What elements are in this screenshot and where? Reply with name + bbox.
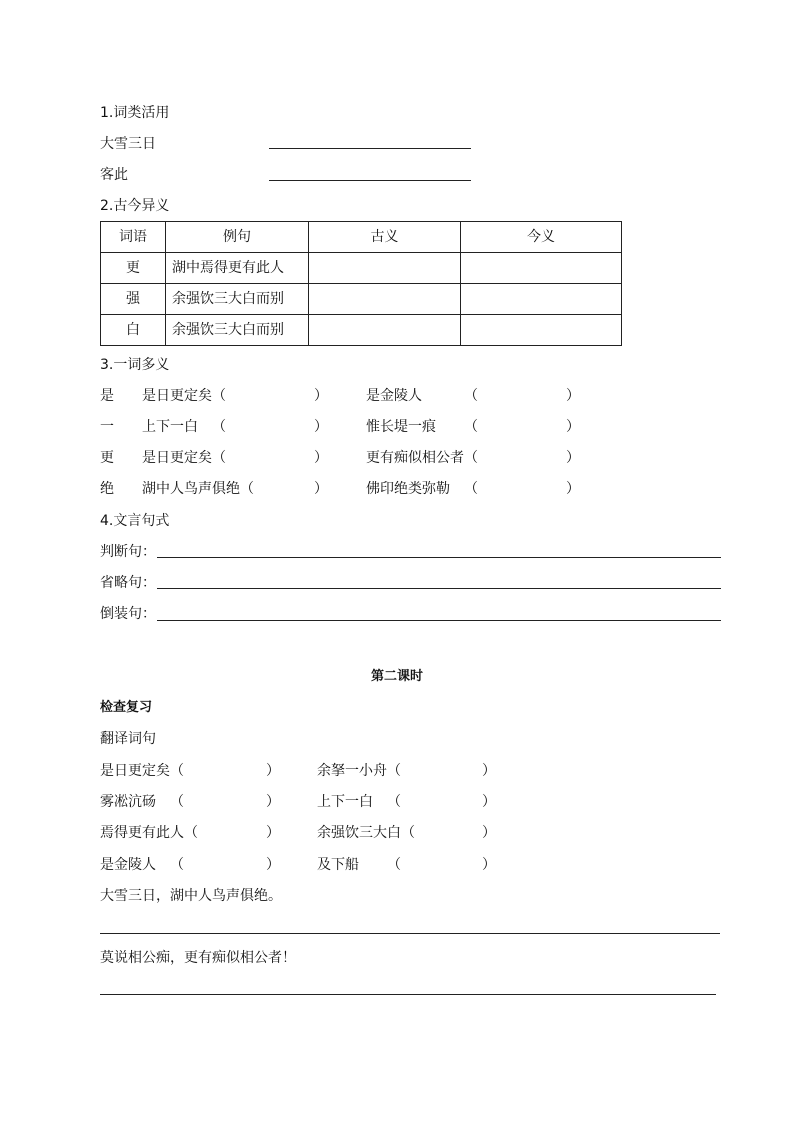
section-title-polysemy: 3.一词多义 bbox=[100, 357, 170, 373]
open-paren: （ bbox=[184, 825, 198, 841]
open-paren: （ bbox=[212, 450, 226, 466]
sentence-cell: 余强饮三大白而别 bbox=[166, 284, 309, 315]
example-sentence: 是金陵人 bbox=[366, 388, 422, 404]
answer-line[interactable] bbox=[100, 994, 716, 995]
close-paren: ） bbox=[482, 763, 496, 779]
polysemy-word: 绝 bbox=[100, 481, 114, 497]
table-row bbox=[101, 253, 622, 284]
open-paren: （ bbox=[401, 825, 415, 841]
open-paren: （ bbox=[387, 763, 401, 779]
close-paren: ） bbox=[266, 857, 280, 873]
example-sentence: 更有痴似相公者 bbox=[366, 450, 464, 466]
word-cell: 白 bbox=[101, 315, 166, 346]
open-paren: （ bbox=[464, 450, 478, 466]
ancient-meaning-cell[interactable] bbox=[309, 315, 461, 346]
answer-line[interactable] bbox=[269, 180, 471, 181]
modern-meaning-cell[interactable] bbox=[461, 253, 622, 284]
word-cell: 强 bbox=[101, 284, 166, 315]
polysemy-word: 更 bbox=[100, 450, 114, 466]
table-row bbox=[101, 284, 622, 315]
open-paren: （ bbox=[464, 481, 478, 497]
polysemy-word: 一 bbox=[100, 419, 114, 435]
phrase-left: 是日更定矣 bbox=[100, 763, 170, 779]
close-paren: ） bbox=[266, 763, 280, 779]
phrase-right: 上下一白 bbox=[317, 794, 373, 810]
translate-sentence: 莫说相公痴，更有痴似相公者！ bbox=[100, 950, 296, 966]
sentence-cell: 湖中焉得更有此人 bbox=[166, 253, 309, 284]
answer-line[interactable] bbox=[157, 557, 721, 558]
example-sentence: 湖中人鸟声俱绝 bbox=[142, 481, 240, 497]
close-paren: ） bbox=[266, 825, 280, 841]
ancient-modern-table bbox=[100, 221, 622, 346]
item-label: 客此 bbox=[100, 167, 128, 183]
modern-meaning-cell[interactable] bbox=[461, 315, 622, 346]
close-paren: ） bbox=[314, 388, 328, 404]
open-paren: （ bbox=[170, 794, 184, 810]
header-cell: 词语 bbox=[101, 222, 166, 253]
example-sentence: 佛印绝类弥勒 bbox=[366, 481, 450, 497]
table-row bbox=[101, 315, 622, 346]
phrase-right: 及下船 bbox=[317, 857, 359, 873]
open-paren: （ bbox=[170, 763, 184, 779]
review-heading: 检查复习 bbox=[100, 700, 153, 715]
close-paren: ） bbox=[314, 450, 328, 466]
translate-heading: 翻译词句 bbox=[100, 731, 156, 747]
pattern-label: 倒装句： bbox=[100, 606, 156, 622]
phrase-left: 雾凇沆砀 bbox=[100, 794, 156, 810]
modern-meaning-cell[interactable] bbox=[461, 284, 622, 315]
lesson-title: 第二课时 bbox=[370, 669, 423, 684]
open-paren: （ bbox=[464, 388, 478, 404]
sentence-cell: 余强饮三大白而别 bbox=[166, 315, 309, 346]
close-paren: ） bbox=[566, 450, 580, 466]
pattern-label: 判断句： bbox=[100, 544, 156, 560]
example-sentence: 是日更定矣 bbox=[142, 450, 212, 466]
header-cell: 古义 bbox=[309, 222, 461, 253]
close-paren: ） bbox=[266, 794, 280, 810]
open-paren: （ bbox=[464, 419, 478, 435]
example-sentence: 惟长堤一痕 bbox=[366, 419, 436, 435]
phrase-right: 余强饮三大白 bbox=[317, 825, 401, 841]
translate-sentence: 大雪三日，湖中人鸟声俱绝。 bbox=[100, 888, 282, 904]
polysemy-word: 是 bbox=[100, 388, 114, 404]
pattern-label: 省略句： bbox=[100, 575, 156, 591]
section-title-ancient-modern: 2.古今异义 bbox=[100, 198, 170, 214]
header-cell: 例句 bbox=[166, 222, 309, 253]
example-sentence: 上下一白 bbox=[142, 419, 198, 435]
section-title-sentence-patterns: 4.文言句式 bbox=[100, 513, 170, 529]
open-paren: （ bbox=[170, 857, 184, 873]
close-paren: ） bbox=[314, 481, 328, 497]
section-title-word-class: 1.词类活用 bbox=[100, 105, 170, 121]
example-sentence: 是日更定矣 bbox=[142, 388, 212, 404]
answer-line[interactable] bbox=[157, 620, 721, 621]
close-paren: ） bbox=[566, 419, 580, 435]
ancient-meaning-cell[interactable] bbox=[309, 253, 461, 284]
header-cell: 今义 bbox=[461, 222, 622, 253]
close-paren: ） bbox=[314, 419, 328, 435]
open-paren: （ bbox=[212, 419, 226, 435]
table-header-row bbox=[101, 222, 622, 253]
close-paren: ） bbox=[482, 857, 496, 873]
answer-line[interactable] bbox=[100, 933, 720, 934]
open-paren: （ bbox=[212, 388, 226, 404]
item-label: 大雪三日 bbox=[100, 136, 156, 152]
open-paren: （ bbox=[240, 481, 254, 497]
phrase-left: 焉得更有此人 bbox=[100, 825, 184, 841]
close-paren: ） bbox=[482, 794, 496, 810]
answer-line[interactable] bbox=[269, 148, 471, 149]
ancient-meaning-cell[interactable] bbox=[309, 284, 461, 315]
phrase-right: 余拏一小舟 bbox=[317, 763, 387, 779]
close-paren: ） bbox=[566, 481, 580, 497]
close-paren: ） bbox=[482, 825, 496, 841]
open-paren: （ bbox=[387, 857, 401, 873]
phrase-left: 是金陵人 bbox=[100, 857, 156, 873]
answer-line[interactable] bbox=[157, 588, 721, 589]
close-paren: ） bbox=[566, 388, 580, 404]
word-cell: 更 bbox=[101, 253, 166, 284]
open-paren: （ bbox=[387, 794, 401, 810]
